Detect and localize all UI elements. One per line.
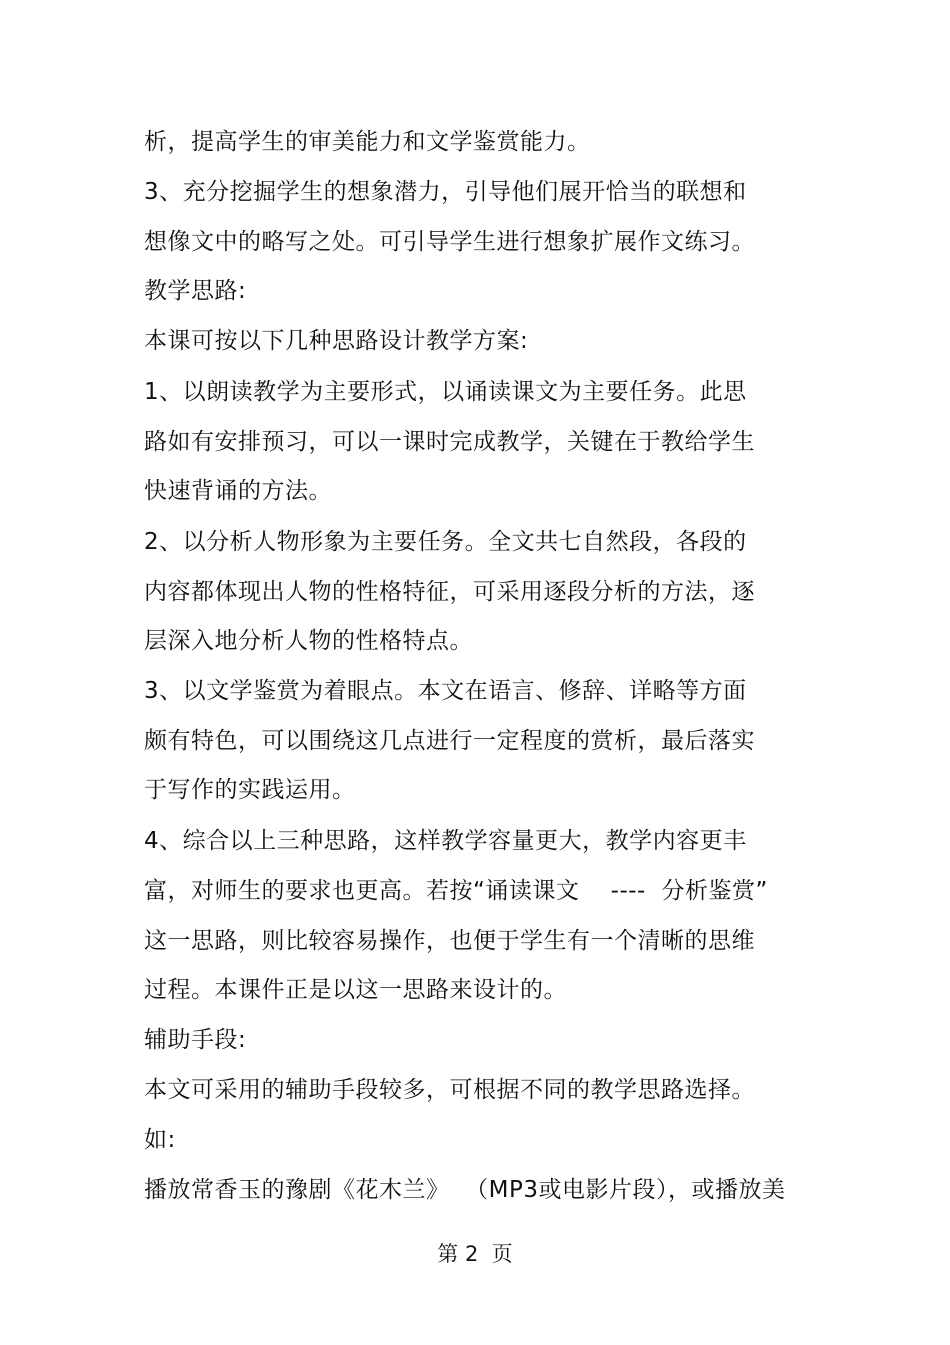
text-line: 1、以朗读教学为主要形式，以诵读课文为主要任务。此思 xyxy=(144,379,747,405)
page-number-footer: 第 2 页 xyxy=(437,1242,513,1266)
text-line: 本课可按以下几种思路设计教学方案: xyxy=(144,328,529,354)
text-line: 过程。本课件正是以这一思路来设计的。 xyxy=(144,977,567,1003)
text-line: 想像文中的略写之处。可引导学生进行想象扩展作文练习。 xyxy=(144,229,755,255)
text-line: 快速背诵的方法。 xyxy=(144,478,332,504)
text-line: 3、充分挖掘学生的想象潜力，引导他们展开恰当的联想和 xyxy=(144,179,747,205)
text-line: 4、综合以上三种思路，这样教学容量更大，教学内容更丰 xyxy=(144,828,747,854)
text-line: 播放常香玉的豫剧《花木兰》 （MP3或电影片段），或播放美 xyxy=(144,1177,786,1203)
text-line: 2、以分析人物形象为主要任务。全文共七自然段，各段的 xyxy=(144,529,747,555)
text-line: 本文可采用的辅助手段较多，可根据不同的教学思路选择。 xyxy=(144,1077,755,1103)
text-line: 富，对师生的要求也更高。若按“诵读课文 ---- 分析鉴赏” xyxy=(144,878,768,904)
section-heading: 辅助手段: xyxy=(144,1027,247,1053)
text-line: 如: xyxy=(144,1127,176,1153)
text-line: 于写作的实践运用。 xyxy=(144,777,356,803)
text-line: 3、以文学鉴赏为着眼点。本文在语言、修辞、详略等方面 xyxy=(144,678,747,704)
text-line: 析，提高学生的审美能力和文学鉴赏能力。 xyxy=(144,129,591,155)
text-line: 这一思路，则比较容易操作，也便于学生有一个清晰的思维 xyxy=(144,928,755,954)
text-line: 层深入地分析人物的性格特点。 xyxy=(144,628,473,654)
text-line: 内容都体现出人物的性格特征，可采用逐段分析的方法，逐 xyxy=(144,579,755,605)
text-line: 路如有安排预习，可以一课时完成教学，关键在于教给学生 xyxy=(144,429,755,455)
text-line: 颇有特色，可以围绕这几点进行一定程度的赏析，最后落实 xyxy=(144,728,755,754)
section-heading: 教学思路: xyxy=(144,278,247,304)
